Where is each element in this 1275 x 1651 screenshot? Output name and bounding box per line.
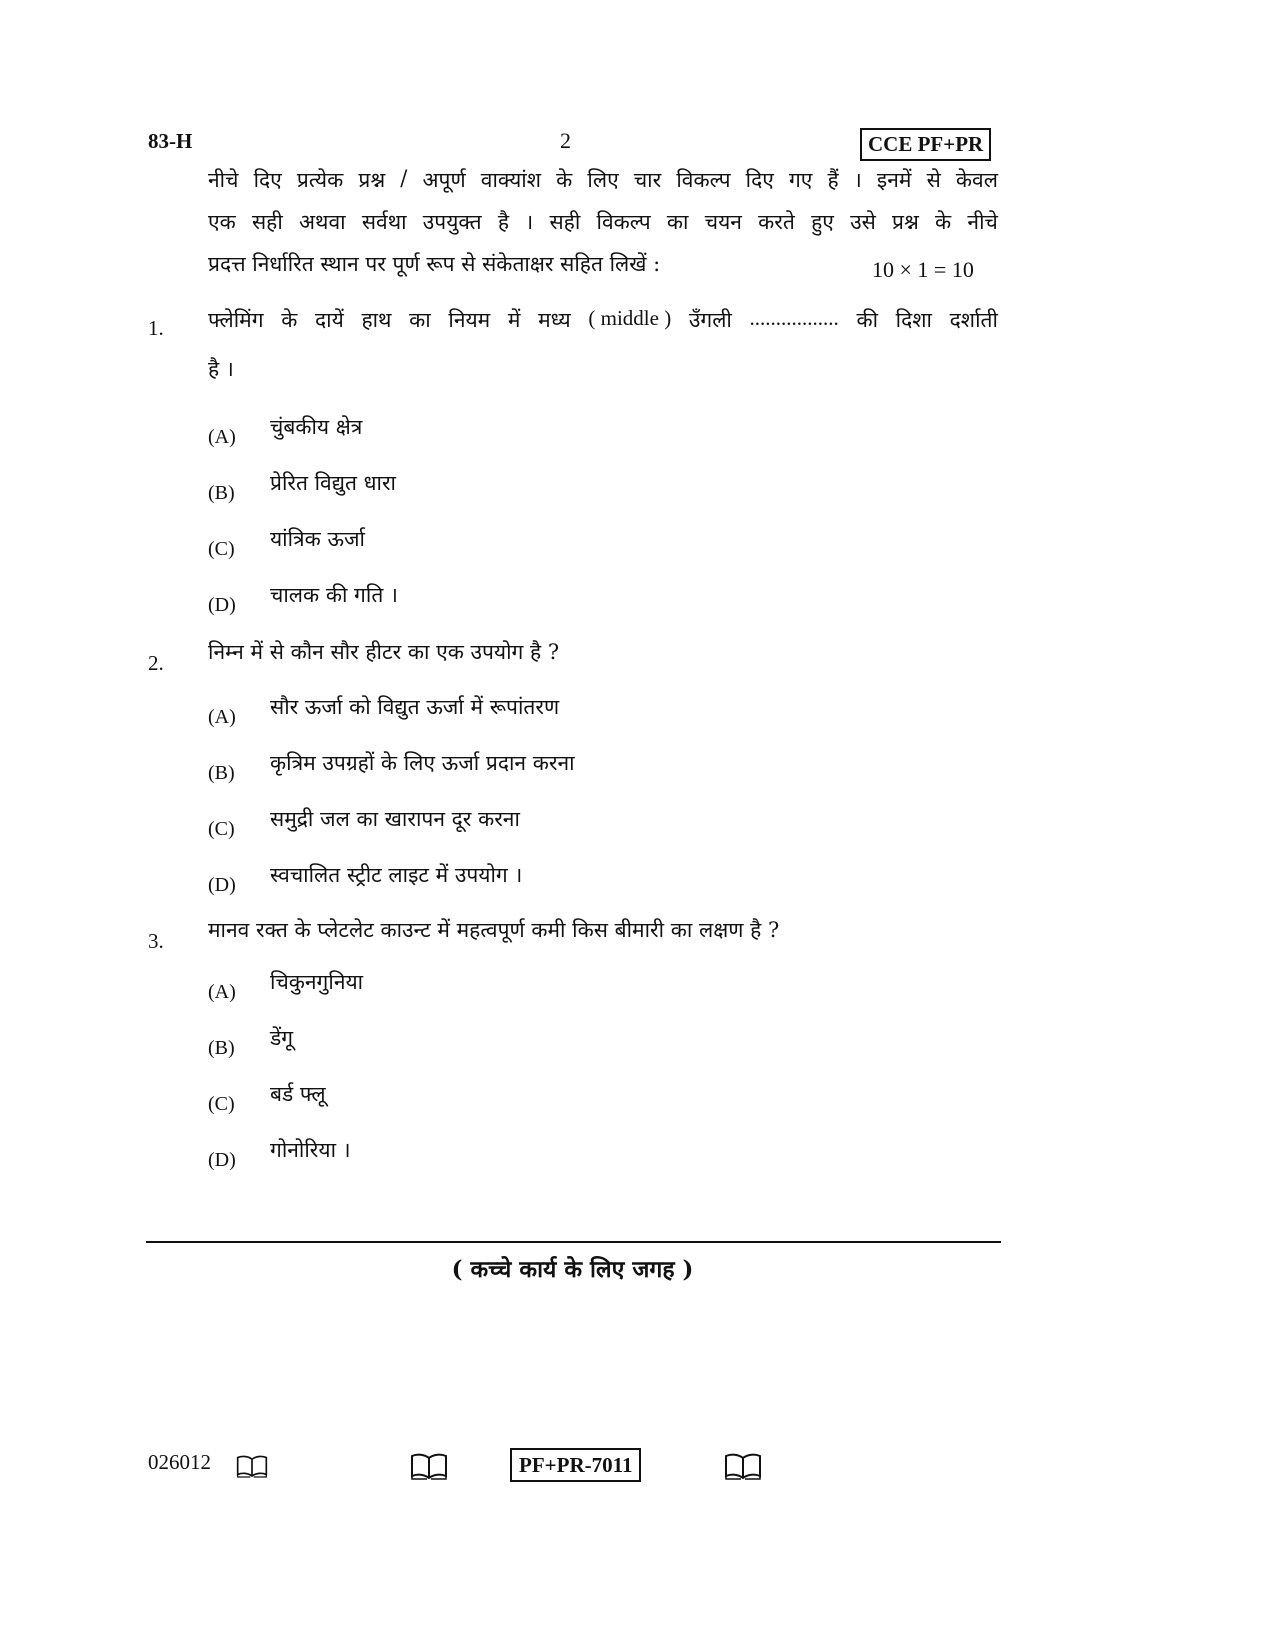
option-label: (A)	[208, 981, 236, 1003]
word: नीचे	[967, 210, 998, 234]
word: मध्य	[538, 308, 571, 332]
word: सर्वथा	[361, 210, 407, 234]
option-label: (B)	[208, 1037, 235, 1059]
scheme-code-box: CCE PF+PR	[860, 128, 991, 161]
word: से	[926, 168, 941, 192]
question-2-text: निम्न में से कौन सौर हीटर का एक उपयोग है ?	[208, 640, 560, 664]
marks-allocation: 10 × 1 = 10	[872, 257, 974, 282]
option-text: कृत्रिम उपग्रहों के लिए ऊर्जा प्रदान करना	[270, 751, 575, 775]
option-label: (C)	[208, 1093, 235, 1115]
word: एक	[208, 210, 236, 234]
question-number: 2.	[148, 651, 164, 675]
booklet-code-box: PF+PR-7011	[510, 1448, 641, 1482]
word: के	[556, 168, 573, 192]
word: हाथ	[361, 308, 392, 332]
word: सही	[549, 210, 581, 234]
instruction-line-2	[208, 208, 998, 236]
option-text: यांत्रिक ऊर्जा	[270, 527, 365, 551]
instruction-line-3: प्रदत्त निर्धारित स्थान पर पूर्ण रूप से संकेताक्षर सहित लिखें :	[208, 252, 661, 276]
question-3-text: मानव रक्त के प्लेटलेट काउन्ट में महत्वपूर्ण कमी किस बीमारी का लक्षण है ?	[208, 918, 780, 942]
word: उँगली	[688, 308, 732, 332]
option-text: सौर ऊर्जा को विद्युत ऊर्जा में रूपांतरण	[270, 695, 560, 719]
word: विकल्प	[676, 168, 731, 192]
word: अथवा	[299, 210, 346, 234]
option-label: (D)	[208, 594, 236, 616]
option-label: (A)	[208, 426, 236, 448]
word: उसे	[850, 210, 876, 234]
option-text: प्रेरित विद्युत धारा	[270, 471, 396, 495]
word: चार	[633, 168, 662, 192]
paper-code: 83-H	[148, 129, 193, 153]
option-text: बर्ड फ्लू	[270, 1082, 326, 1106]
word: दिए	[745, 168, 774, 192]
word: प्रश्न	[358, 168, 386, 192]
question-number: 3.	[148, 929, 164, 953]
divider-line	[146, 1241, 1001, 1243]
option-text: समुद्री जल का खारापन दूर करना	[270, 807, 520, 831]
word: ।	[853, 168, 862, 192]
open-book-icon	[410, 1452, 448, 1480]
option-label: (D)	[208, 874, 236, 896]
word: है	[497, 210, 510, 234]
question-number: 1.	[148, 316, 164, 340]
open-book-icon	[236, 1454, 268, 1478]
word: गए	[788, 168, 813, 192]
word: दिए	[253, 168, 282, 192]
word: चयन	[704, 210, 742, 234]
word: में	[507, 308, 521, 332]
question-1-line-1	[208, 306, 998, 334]
word: .................	[749, 306, 839, 330]
option-text: चुंबकीय क्षेत्र	[270, 415, 363, 439]
option-text: डेंगू	[270, 1026, 294, 1050]
word: ( middle )	[588, 306, 672, 330]
word: वाक्यांश	[480, 168, 542, 192]
word: लिए	[587, 168, 619, 192]
word: का	[409, 308, 431, 332]
word: नीचे	[208, 168, 239, 192]
word: दायें	[315, 308, 344, 332]
instruction-line-1	[208, 166, 998, 194]
word: विकल्प	[596, 210, 651, 234]
option-label: (A)	[208, 706, 236, 728]
word: दर्शाती	[949, 308, 998, 332]
page-number: 2	[560, 128, 571, 153]
word: केवल	[955, 168, 998, 192]
word: ।	[525, 210, 534, 234]
footer-code-text: 026012	[148, 1450, 211, 1474]
word: इनमें	[876, 168, 912, 192]
option-label: (B)	[208, 482, 235, 504]
word: का	[666, 210, 689, 234]
question-1-line-2: है ।	[208, 357, 234, 381]
word: दिशा	[895, 308, 932, 332]
word: करते	[758, 210, 795, 234]
word: प्रत्येक	[296, 168, 344, 192]
option-label: (D)	[208, 1149, 236, 1171]
word: अपूर्ण	[422, 168, 466, 192]
option-label: (B)	[208, 762, 235, 784]
word: के	[281, 308, 298, 332]
option-text: गोनोरिया ।	[270, 1138, 351, 1162]
word: की	[856, 308, 879, 332]
word: फ्लेमिंग	[208, 308, 264, 332]
option-label: (C)	[208, 818, 235, 840]
option-text: स्वचालित स्ट्रीट लाइट में उपयोग ।	[270, 863, 523, 887]
footer-code	[148, 1450, 211, 1475]
open-book-icon	[724, 1452, 762, 1480]
option-text: चिकुनगुनिया	[270, 970, 364, 994]
word: नियम	[448, 308, 491, 332]
rough-work-heading: ( कच्चे कार्य के लिए जगह )	[451, 1256, 694, 1283]
word: के	[935, 210, 952, 234]
word: हुए	[811, 210, 834, 234]
word: प्रश्न	[892, 210, 919, 234]
option-text: चालक की गति ।	[270, 583, 398, 607]
word: हैं	[827, 168, 839, 192]
option-label: (C)	[208, 538, 235, 560]
word: उपयुक्त	[422, 210, 482, 234]
word: सही	[251, 210, 283, 234]
word: /	[400, 166, 408, 190]
